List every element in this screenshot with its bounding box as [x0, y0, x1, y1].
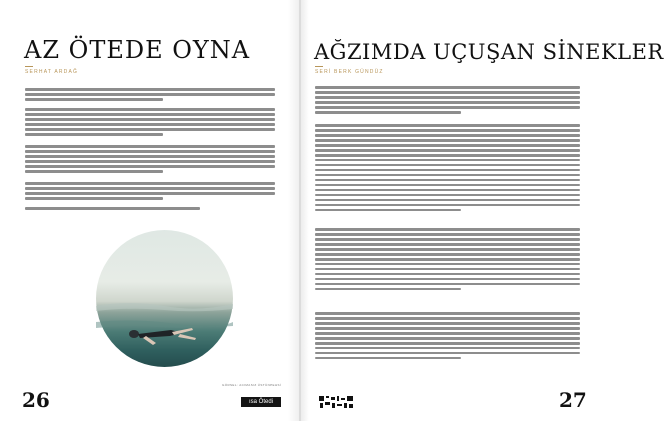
page-gutter [299, 0, 301, 421]
left-paragraph-5 [25, 207, 275, 210]
left-page-title: AZ ÖTEDE OYNA [24, 36, 251, 64]
water-ripple [96, 320, 233, 328]
right-title-rule [315, 66, 323, 67]
left-page-number: 26 [22, 388, 50, 412]
photo-credit: GÖRSEL: ACIMASIZ ÜSTÜNPEHSİ [222, 383, 282, 387]
left-paragraph-4 [25, 182, 275, 200]
left-page-byline: SERHAT ARDAĞ [25, 69, 79, 75]
right-paragraph-4 [315, 312, 580, 359]
left-paragraph-3 [25, 145, 275, 173]
left-paragraph-2 [25, 108, 275, 136]
right-page-title: AĞZIMDA UÇUŞAN SİNEKLER [314, 40, 664, 64]
swimmer-illustration [96, 230, 233, 367]
swimmer-photo [96, 230, 233, 367]
magazine-footer-tag: ısa Ötedi [241, 397, 281, 407]
qr-code-icon [319, 396, 353, 408]
right-paragraph-3 [315, 228, 580, 290]
right-page-byline: SERİ BERK GÜNDÜZ [315, 69, 384, 75]
right-paragraph-2 [315, 124, 580, 211]
left-paragraph-1 [25, 88, 275, 101]
swimmer-figure [129, 328, 196, 345]
right-page-number: 27 [559, 388, 587, 412]
water-surface-line [96, 303, 233, 311]
right-paragraph-1 [315, 86, 580, 114]
left-title-rule [25, 66, 33, 67]
